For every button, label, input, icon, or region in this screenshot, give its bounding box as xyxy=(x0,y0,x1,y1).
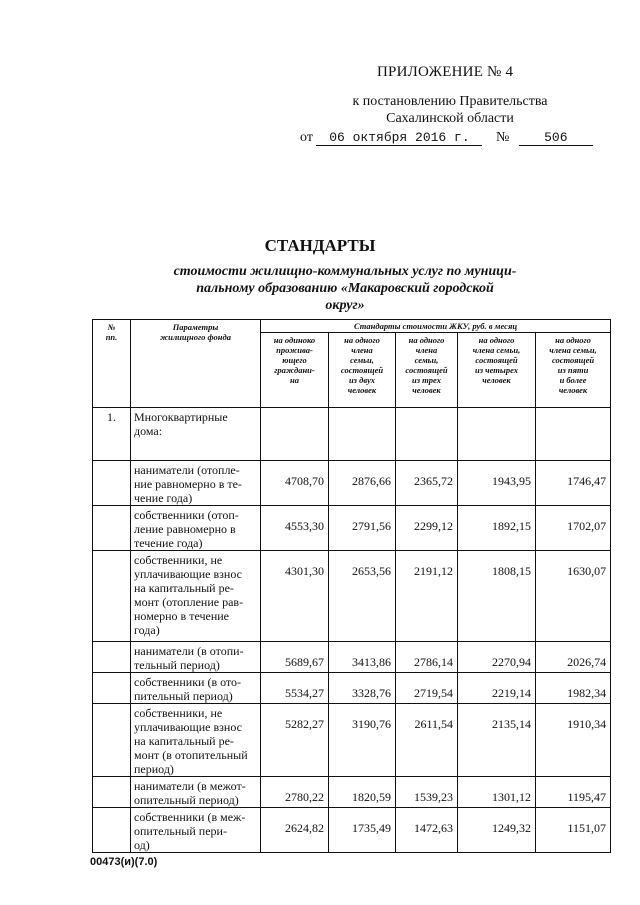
subtitle-line: стоимости жилищно-коммунальных услуг по муници- xyxy=(173,264,517,279)
date-number-line xyxy=(300,130,593,146)
cell-text-line: монт (в отопительный xyxy=(134,748,248,762)
number-cell xyxy=(93,808,131,853)
cell-text-line: на одиноко xyxy=(273,335,316,345)
cell-text-line: на одного xyxy=(555,335,591,345)
from-label: от xyxy=(300,130,313,145)
header-group: Стандарты стоимости ЖКУ, руб. в месяц xyxy=(261,320,611,333)
standards-table xyxy=(92,319,611,853)
cell-text-line: семьи, xyxy=(350,355,374,365)
empty-cell xyxy=(261,408,329,461)
empty-cell xyxy=(329,408,396,461)
value-cell: 1808,15 xyxy=(458,551,536,642)
cell-text-line: на капитальный ре- xyxy=(134,581,234,595)
header-number xyxy=(93,320,131,408)
value-cell: 2026,74 xyxy=(536,642,611,673)
cell-text-line: собственники, не xyxy=(134,553,223,567)
value-cell: 2719,54 xyxy=(396,673,458,704)
number-label: № xyxy=(495,130,510,145)
value-cell: 1982,34 xyxy=(536,673,611,704)
cell-text-line: ние равномерно в те- xyxy=(134,477,242,491)
cell-text-line: чение года) xyxy=(134,491,193,505)
empty-cell xyxy=(458,408,536,461)
number-cell xyxy=(93,551,131,642)
value-cell: 1892,15 xyxy=(458,506,536,551)
value-cell: 4553,30 xyxy=(261,506,329,551)
value-cell: 2365,72 xyxy=(396,461,458,506)
cell-text-line: из четырех xyxy=(475,365,518,375)
table-row xyxy=(93,673,611,704)
value-cell: 2270,94 xyxy=(458,642,536,673)
appendix-heading: ПРИЛОЖЕНИЕ № 4 xyxy=(377,64,514,80)
parameter-cell xyxy=(131,808,261,853)
table-row xyxy=(93,461,611,506)
value-cell: 1301,12 xyxy=(458,777,536,808)
cell-text-line: ление равномерно в xyxy=(134,522,236,536)
cell-text-line: собственники, не xyxy=(134,706,223,720)
cell-text-line: года) xyxy=(134,623,160,637)
value-cell: 2624,82 xyxy=(261,808,329,853)
cell-text-line: из двух xyxy=(348,375,376,385)
cell-text-line: члена семьи, xyxy=(472,345,521,355)
cell-text-line: Многоквартирные xyxy=(134,410,228,424)
table-row xyxy=(93,808,611,853)
subheader-cell xyxy=(396,333,458,408)
cell-text-line: человек xyxy=(412,385,441,395)
cell-text-line: на капитальный ре- xyxy=(134,734,234,748)
value-cell: 2191,12 xyxy=(396,551,458,642)
value-cell: 1630,07 xyxy=(536,551,611,642)
subheader-cell xyxy=(458,333,536,408)
value-cell: 1539,23 xyxy=(396,777,458,808)
table-row xyxy=(93,408,611,461)
number-cell xyxy=(93,642,131,673)
cell-text-line: на одного xyxy=(344,335,380,345)
value-cell: 2786,14 xyxy=(396,642,458,673)
cell-text-line: наниматели (в отопи- xyxy=(134,644,244,658)
value-cell: 3413,86 xyxy=(329,642,396,673)
footer-code: 00473(и)(7.0) xyxy=(90,856,158,868)
cell-text-line: од) xyxy=(134,838,150,852)
cell-text-line: состоящей xyxy=(340,365,384,375)
parameter-cell xyxy=(131,777,261,808)
cell-text-line: жилищного фонда xyxy=(160,332,231,342)
parameter-cell xyxy=(131,704,261,777)
value-cell: 2135,14 xyxy=(458,704,536,777)
cell-text-line: период) xyxy=(134,762,174,776)
subtitle-line: пальному образованию «Макаровский городской xyxy=(196,281,494,296)
number-cell xyxy=(93,704,131,777)
value-cell: 1151,07 xyxy=(536,808,611,853)
value-cell: 2611,54 xyxy=(396,704,458,777)
subheader-cell xyxy=(261,333,329,408)
value-cell: 2653,56 xyxy=(329,551,396,642)
cell-text-line: на одного xyxy=(408,335,445,345)
cell-text-line: пп. xyxy=(105,332,118,342)
cell-text-line: собственники (в ото- xyxy=(134,675,242,689)
cell-text-line: прожива- xyxy=(276,345,313,355)
parameter-cell xyxy=(131,461,261,506)
document-subtitle xyxy=(150,263,540,314)
parameter-cell xyxy=(131,673,261,704)
value-cell: 1472,63 xyxy=(396,808,458,853)
cell-text-line: человек xyxy=(558,385,588,395)
number-field: 506 xyxy=(519,130,593,146)
header-parameters xyxy=(131,320,261,408)
cell-text-line: на xyxy=(290,375,299,385)
table-row xyxy=(93,506,611,551)
cell-text-line: уплачивающие взнос xyxy=(134,567,242,581)
number-cell xyxy=(93,673,131,704)
value-cell: 4708,70 xyxy=(261,461,329,506)
cell-text-line: ющего xyxy=(282,355,307,365)
cell-text-line: монт (отопление рав- xyxy=(134,595,244,609)
value-cell: 2299,12 xyxy=(396,506,458,551)
value-cell: 4301,30 xyxy=(261,551,329,642)
cell-text-line: тельный период) xyxy=(134,658,220,672)
cell-text-line: члена семьи, xyxy=(549,345,597,355)
cell-text-line: члена xyxy=(415,345,438,355)
value-cell: 1910,34 xyxy=(536,704,611,777)
document-title: СТАНДАРТЫ xyxy=(264,236,376,255)
cell-text-line: и более xyxy=(559,375,587,385)
decree-line: к постановлению Правительства xyxy=(352,94,548,109)
value-cell: 3190,76 xyxy=(329,704,396,777)
cell-text-line: состоящей xyxy=(405,365,448,375)
value-cell: 1820,59 xyxy=(329,777,396,808)
cell-text-line: пительный период) xyxy=(134,689,233,703)
cell-text-line: уплачивающие взнос xyxy=(134,720,242,734)
value-cell: 2219,14 xyxy=(458,673,536,704)
cell-text-line: из трех xyxy=(412,375,441,385)
empty-cell xyxy=(536,408,611,461)
section-number: 1. xyxy=(93,408,131,461)
value-cell: 5689,67 xyxy=(261,642,329,673)
subheader-cell xyxy=(536,333,611,408)
table-row xyxy=(93,777,611,808)
section-label xyxy=(131,408,261,461)
cell-text-line: № xyxy=(107,322,116,332)
cell-text-line: состоящей xyxy=(551,355,595,365)
table-row xyxy=(93,704,611,777)
date-field: 06 октября 2016 г. xyxy=(316,130,482,146)
number-cell xyxy=(93,506,131,551)
cell-text-line: собственники (отоп- xyxy=(134,508,239,522)
value-cell: 5534,27 xyxy=(261,673,329,704)
subtitle-line: округ» xyxy=(325,298,365,313)
number-cell xyxy=(93,461,131,506)
cell-text-line: человек xyxy=(347,385,377,395)
cell-text-line: семьи, xyxy=(414,355,439,365)
table-header-row xyxy=(93,320,611,333)
cell-text-line: Параметры xyxy=(172,322,219,332)
cell-text-line: из пяти xyxy=(557,365,589,375)
value-cell: 1195,47 xyxy=(536,777,611,808)
value-cell: 2780,22 xyxy=(261,777,329,808)
value-cell: 1249,32 xyxy=(458,808,536,853)
cell-text-line: течение года) xyxy=(134,536,203,550)
cell-text-line: номерно в течение xyxy=(134,609,230,623)
value-cell: 3328,76 xyxy=(329,673,396,704)
cell-text-line: на одного xyxy=(478,335,515,345)
value-cell: 1702,07 xyxy=(536,506,611,551)
region-line: Сахалинской области xyxy=(386,111,514,126)
value-cell: 1943,95 xyxy=(458,461,536,506)
cell-text-line: наниматели (в межот- xyxy=(134,779,246,793)
value-cell: 1746,47 xyxy=(536,461,611,506)
value-cell: 1735,49 xyxy=(329,808,396,853)
table-row xyxy=(93,551,611,642)
value-cell: 5282,27 xyxy=(261,704,329,777)
parameter-cell xyxy=(131,642,261,673)
cell-text-line: наниматели (отопле- xyxy=(134,463,240,477)
cell-text-line: члена xyxy=(351,345,373,355)
number-cell xyxy=(93,777,131,808)
parameter-cell xyxy=(131,551,261,642)
cell-text-line: опительный пери- xyxy=(134,824,227,838)
cell-text-line: человек xyxy=(482,375,511,385)
cell-text-line: собственники (в меж- xyxy=(134,810,246,824)
empty-cell xyxy=(396,408,458,461)
subheader-cell xyxy=(329,333,396,408)
cell-text-line: дома: xyxy=(134,424,163,438)
cell-text-line: граждани- xyxy=(274,365,315,375)
cell-text-line: опительный период) xyxy=(134,793,239,807)
cell-text-line: состоящей xyxy=(475,355,518,365)
value-cell: 2791,56 xyxy=(329,506,396,551)
parameter-cell xyxy=(131,506,261,551)
value-cell: 2876,66 xyxy=(329,461,396,506)
table-row xyxy=(93,642,611,673)
